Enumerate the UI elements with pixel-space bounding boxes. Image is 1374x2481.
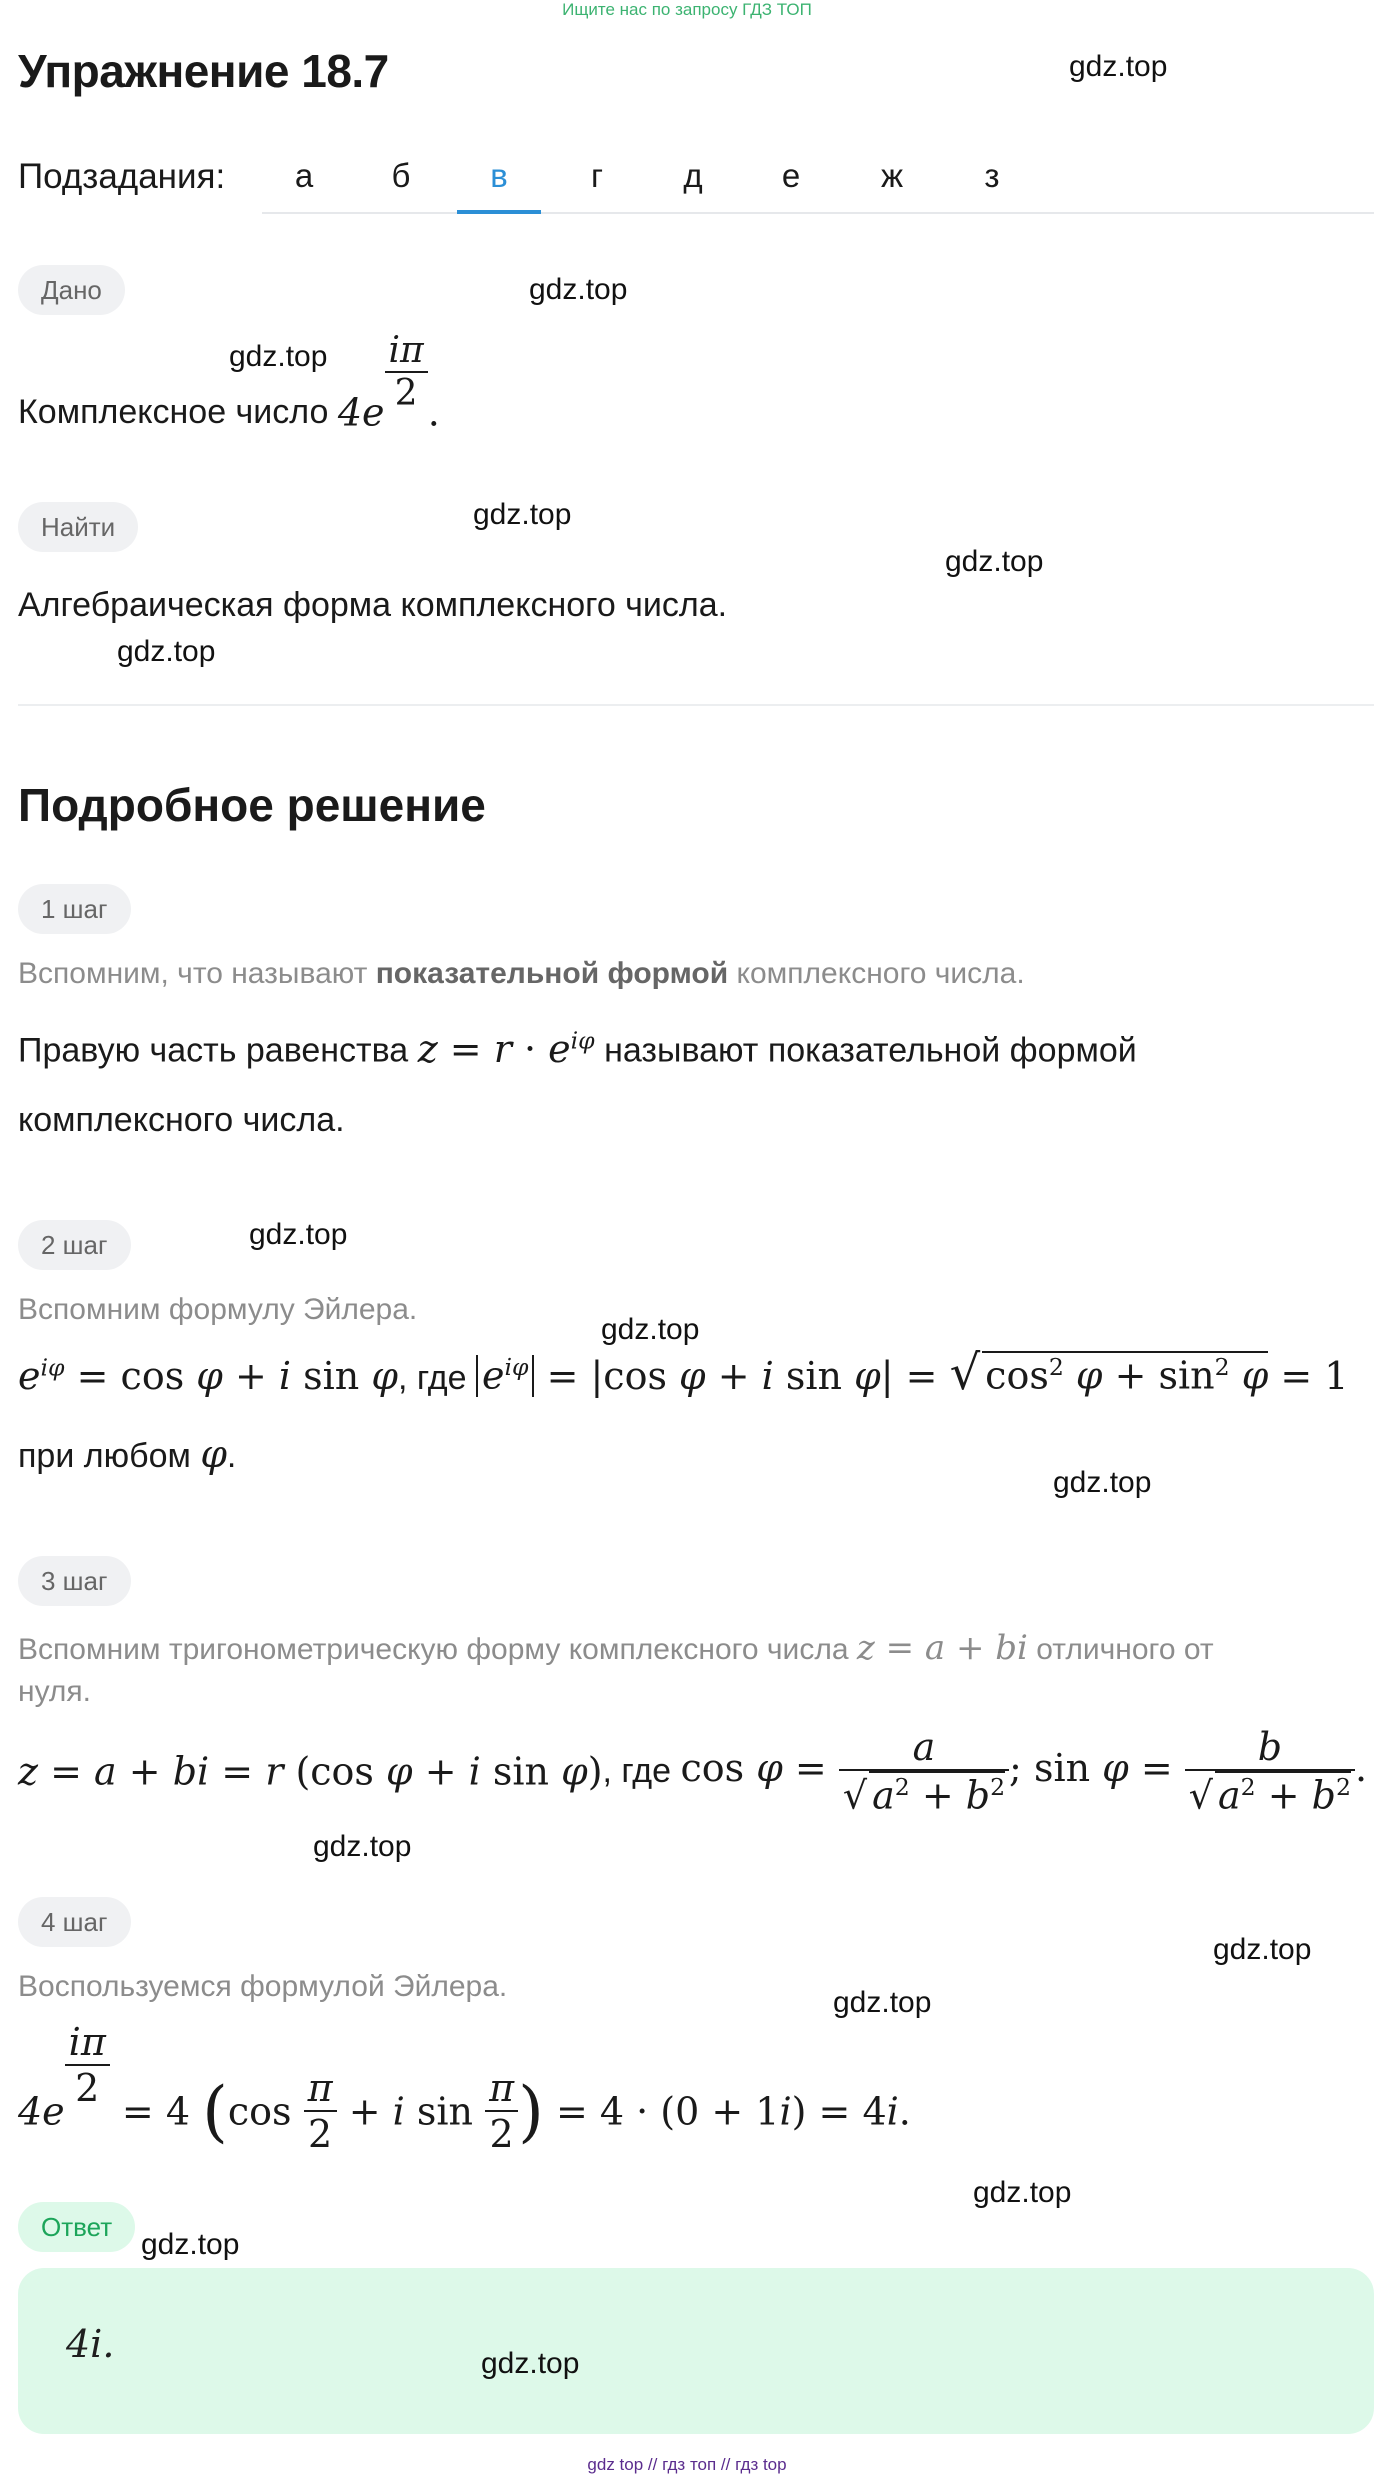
watermark: gdz.top bbox=[117, 635, 216, 668]
watermark: gdz.top bbox=[833, 1986, 932, 2019]
answer-value: 4i. bbox=[66, 2322, 115, 2366]
tab-zh[interactable]: ж bbox=[880, 157, 904, 194]
solution-title: Подробное решение bbox=[18, 779, 486, 831]
step4-formula: 4e $\frac{i\pi}{2}$ = 4 (cos $\frac{\pi}{2}$ + i sin $\frac{\pi}{2}$ ) = 4 · (0 + 1i) = 4i. bbox=[18, 2020, 911, 2157]
given-exp-num: iπ bbox=[388, 330, 424, 371]
step2-chip: 2 шаг bbox=[18, 1220, 131, 1270]
tab-a[interactable]: а bbox=[294, 157, 314, 194]
step3-hint-c: нуля. bbox=[18, 1675, 91, 1708]
watermark: gdz.top bbox=[601, 1313, 700, 1346]
divider bbox=[18, 704, 1374, 706]
given-chip: Дано bbox=[18, 265, 125, 315]
step1-chip: 1 шаг bbox=[18, 884, 131, 934]
find-text: Алгебраическая форма комплексного числа. bbox=[18, 586, 728, 624]
step3-where: , где bbox=[602, 1751, 672, 1790]
watermark: gdz.top bbox=[973, 2176, 1072, 2209]
trig-form: z = a + bi = r (cos φ + i sin φ) bbox=[18, 1749, 603, 1794]
step1-line1 bbox=[18, 1026, 1137, 1071]
step2-hint: Вспомним формулу Эйлера. bbox=[18, 1293, 418, 1326]
step3-hint bbox=[18, 1628, 1214, 1668]
step1-hint bbox=[18, 957, 1025, 991]
answer-box bbox=[18, 2268, 1374, 2434]
step3-hint-math: z = a + bi bbox=[856, 1628, 1028, 1668]
step2-text-end: при любом φ. bbox=[18, 1432, 237, 1476]
watermark: gdz.top bbox=[473, 498, 572, 531]
step2-where: , где bbox=[397, 1359, 467, 1397]
cos-formula: cos φ = $\frac{a}{√ a^2 + b^2}$ ; sin φ = $\frac{b}{√ a^2 + b^2}$ . bbox=[680, 1725, 1368, 1818]
euler-formula: $e^{i\varphi} = \cos \varphi + i$ sin φ bbox=[18, 1353, 398, 1398]
tab-d[interactable]: д bbox=[683, 157, 703, 194]
given-text: Комплексное число bbox=[18, 392, 329, 431]
tab-b[interactable]: б bbox=[391, 157, 411, 194]
watermark: gdz.top bbox=[1069, 50, 1168, 83]
watermark: gdz.top bbox=[141, 2228, 240, 2261]
step1-hint-after: комплексного числа. bbox=[736, 957, 1025, 990]
modulus-formula: $e^{i\varphi} = |\cos$ φ + i sin φ| = √ $\cos^2 \varphi + \sin^2 \varphi = 1$ bbox=[476, 1354, 1349, 1398]
step4-formula-line bbox=[18, 2020, 911, 2156]
step2-any: при любом bbox=[18, 1437, 191, 1475]
step1-text-a: Правую часть равенства bbox=[18, 1031, 409, 1070]
page-title: Упражнение 18.7 bbox=[18, 45, 389, 97]
step3-hint-b: отличного от bbox=[1036, 1633, 1214, 1666]
top-note: Ищите нас по запросу ГДЗ ТОП bbox=[562, 0, 812, 19]
step1-text-c: комплексного числа. bbox=[18, 1101, 345, 1139]
step3-chip: 3 шаг bbox=[18, 1556, 131, 1606]
given-exponent bbox=[385, 330, 428, 414]
given-exp-den: 2 bbox=[385, 371, 428, 414]
watermark: gdz.top bbox=[229, 340, 328, 373]
watermark: gdz.top bbox=[945, 545, 1044, 578]
step1-text-b: называют показательной формой bbox=[604, 1031, 1137, 1070]
given-coef: 4e bbox=[337, 390, 385, 435]
tab-v[interactable]: в bbox=[457, 140, 541, 214]
step1-hint-before: Вспомним, что называют bbox=[18, 957, 368, 990]
answer-chip: Ответ bbox=[18, 2202, 135, 2252]
given-end: . bbox=[427, 390, 440, 435]
tab-g[interactable]: г bbox=[590, 157, 604, 194]
step4-chip: 4 шаг bbox=[18, 1897, 131, 1947]
subtasks-label: Подзадания: bbox=[18, 157, 226, 196]
subtask-tabs bbox=[262, 140, 1374, 214]
watermark: gdz.top bbox=[1213, 1933, 1312, 1966]
step3-formula-line bbox=[18, 1725, 1367, 1818]
find-chip: Найти bbox=[18, 502, 138, 552]
step4-hint: Воспользуемся формулой Эйлера. bbox=[18, 1970, 508, 2003]
step2-formula-line bbox=[18, 1345, 1349, 1401]
watermark: gdz.top bbox=[1053, 1466, 1152, 1499]
watermark: gdz.top bbox=[529, 273, 628, 306]
tab-z[interactable]: з bbox=[984, 157, 1000, 194]
footer: gdz top // гдз топ // гдз top bbox=[587, 2455, 787, 2474]
step1-formula: $z = r \cdot e^{i\varphi}$ bbox=[417, 1026, 595, 1071]
watermark: gdz.top bbox=[313, 1830, 412, 1863]
step1-hint-bold: показательной формой bbox=[375, 957, 729, 990]
tab-e[interactable]: е bbox=[781, 157, 801, 194]
watermark: gdz.top bbox=[249, 1218, 348, 1251]
step3-hint-a: Вспомним тригонометрическую форму комплексного числа bbox=[18, 1633, 849, 1666]
watermark: gdz.top bbox=[481, 2347, 580, 2380]
